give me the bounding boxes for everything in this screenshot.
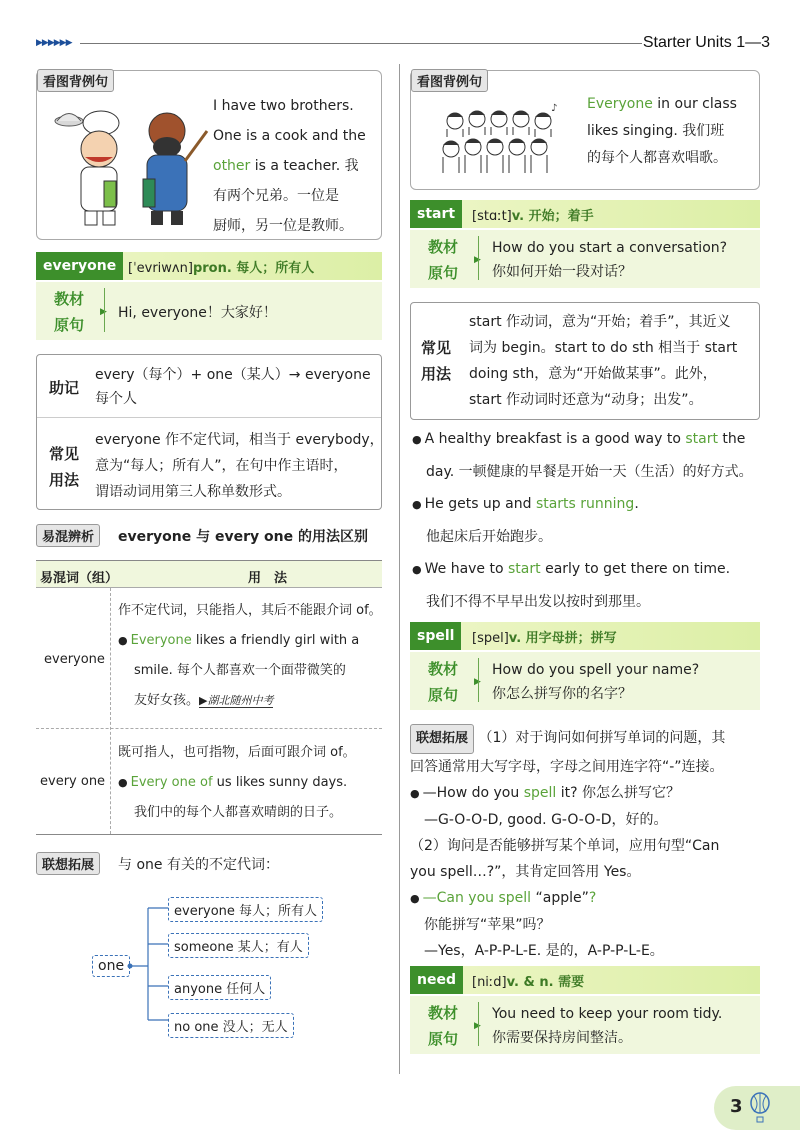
pic2-line-1: Everyone in our class [587,96,737,112]
balloon-icon [748,1092,772,1124]
word-header-everyone [36,252,382,280]
phonetic: [stɑːt]v. 开始；着手 [472,209,594,224]
pic1-line-1: I have two brothers. [213,98,354,114]
word-header-spell [410,622,760,650]
usage-line: doing sth，意为“开始做某事”。此外， [469,366,717,382]
table-header: 易混词（组） 用 法 [36,560,382,588]
page-number-badge [714,1086,800,1130]
mind-map-node: no one 没人；无人 [168,1013,294,1038]
source-translation: 你怎么拼写你的名字？ [492,686,632,702]
source-sentence: You need to keep your room tidy. [492,1006,723,1022]
source-translation: 你如何开始一段对话？ [492,264,632,280]
column-divider [399,64,400,1074]
section-tag: 联想拓展 [36,852,100,875]
source-sentence: How do you spell your name? [492,662,700,678]
source-sentence-box [410,230,760,288]
mind-map-node: someone 某人；有人 [168,933,309,958]
usage-line: 谓语动词用第三人称单数形式。 [95,484,291,500]
source-sentence-box [410,652,760,710]
header-title: Starter Units 1—3 [642,34,770,51]
word-tag: need [410,966,463,994]
phonetic: [niːd]v. & n. 需要 [472,975,585,990]
word-tag: everyone [36,252,123,280]
spell-extension: 联想拓展 （1）对于询问如何拼写单词的问题，其 回答通常用大写字母，字母之间用连字符“-”连接。 ● —How do you spell it? 你怎么拼写它？ —G-O-O-D, good. G-O-O-D，好的。 （2）询问是否能够拼写某个单词，应用句型“Can you spell…?”，其肯定回答用 Yes。 ● —Can you spell “apple”? 你能拼写“苹果”吗？ —Yes，A-P-P-L-E. 是的，A-P-P-L-E。 [410,724,762,964]
usage-line: start 作动词时还意为“动身；出发”。 [469,392,703,408]
header-arrows: ▶▶▶▶▶▶ [36,38,72,48]
mind-map-node: everyone 每人；所有人 [168,897,323,922]
picture-example-box [410,70,760,190]
pointer-icon: ▶ [474,677,481,687]
table-row-word: every one [40,774,106,789]
start-examples: ● A healthy breakfast is a good way to start the day. 一顿健康的早餐是开始一天（生活）的好方式。 ● He gets up and starts running. 他起床后开始跑步。 ● We have to start early to get there on time. 我们不得不早早出发以按时到那里。 [412,424,762,619]
confuse-title: everyone 与 every one 的用法区别 [118,529,368,545]
source-label: 教材 原句 [428,1004,459,1048]
word-tag: start [410,200,462,228]
mnemonic-label: 助记 [49,379,80,397]
word-header-need [410,966,760,994]
phonetic: [ˈevriwʌn]pron. 每人；所有人 [128,261,315,276]
source-label: 教材 原句 [428,660,459,704]
mnemonic-line: 每个人 [95,391,137,407]
pic1-line-3: other is a teacher. 我 [213,158,359,174]
source-label: 教材 原句 [54,290,85,334]
pic2-line-3: 的每个人都喜欢唱歌。 [587,150,727,166]
usage-line: everyone 作不定代词，相当于 everybody， [95,432,384,448]
pic1-line-4: 有两个兄弟。一位是 [213,188,339,204]
pointer-icon: ▶ [474,255,481,265]
usage-line: 意为“每人；所有人”，在句中作主语时， [95,458,348,474]
source-note: ▶湖北随州中考 [199,694,274,707]
usage-box [410,302,760,420]
table-row-word: everyone [44,652,105,667]
pic1-line-5: 厨师，另一位是教师。 [213,218,353,234]
svg-text:♪: ♪ [551,103,558,114]
source-sentence: How do you start a conversation? [492,240,728,256]
word-tag: spell [410,622,461,650]
mind-map-root: one [92,955,130,977]
notes-box [36,354,382,510]
cook-and-teacher-illustration [49,101,209,231]
picture-example-box [36,70,382,240]
extend-title: 与 one 有关的不定代词： [118,857,279,873]
table-row: 作不定代词，只能指人，其后不能跟介词 of。 ● Everyone likes a friendly girl with a smile. 每个人都喜欢一个面带微笑的 友好女孩。▶湖北随州中考 [118,596,382,716]
usage-line: start 作动词，意为“开始；着手”，其近义 [469,314,731,330]
section-tag: 看图背例句 [411,69,488,92]
children-singing-illustration [441,103,561,183]
table-row: 既可指人，也可指物，后面可跟介词 of。 ● Every one of us likes sunny days. 我们中的每个人都喜欢晴朗的日子。 [118,738,356,828]
usage-label: 常见 用法 [49,445,80,489]
pic2-line-2: likes singing. 我们班 [587,123,725,139]
pointer-icon: ▶ [100,307,107,317]
source-label: 教材 原句 [428,238,459,282]
section-tag: 易混辨析 [36,524,100,547]
phonetic: [spel]v. 用字母拼；拼写 [472,631,617,646]
section-tag: 联想拓展 [410,724,474,754]
pointer-icon: ▶ [474,1021,481,1031]
section-tag: 看图背例句 [37,69,114,92]
word-header-start [410,200,760,228]
page-number: 3 [730,1096,743,1117]
usage-label: 常见 用法 [421,339,452,383]
source-translation: 你需要保持房间整洁。 [492,1030,632,1046]
header-rule [80,43,642,44]
mind-map-node: anyone 任何人 [168,975,271,1000]
source-sentence: Hi, everyone！大家好！ [118,305,277,321]
highlight-word: other [213,158,251,174]
usage-line: 词为 begin。start to do sth 相当于 start [469,340,738,356]
mnemonic-line: every（每个）+ one（某人）→ everyone [95,367,371,383]
source-sentence-box [36,282,382,340]
source-sentence-box [410,996,760,1054]
pic1-line-2: One is a cook and the [213,128,366,144]
